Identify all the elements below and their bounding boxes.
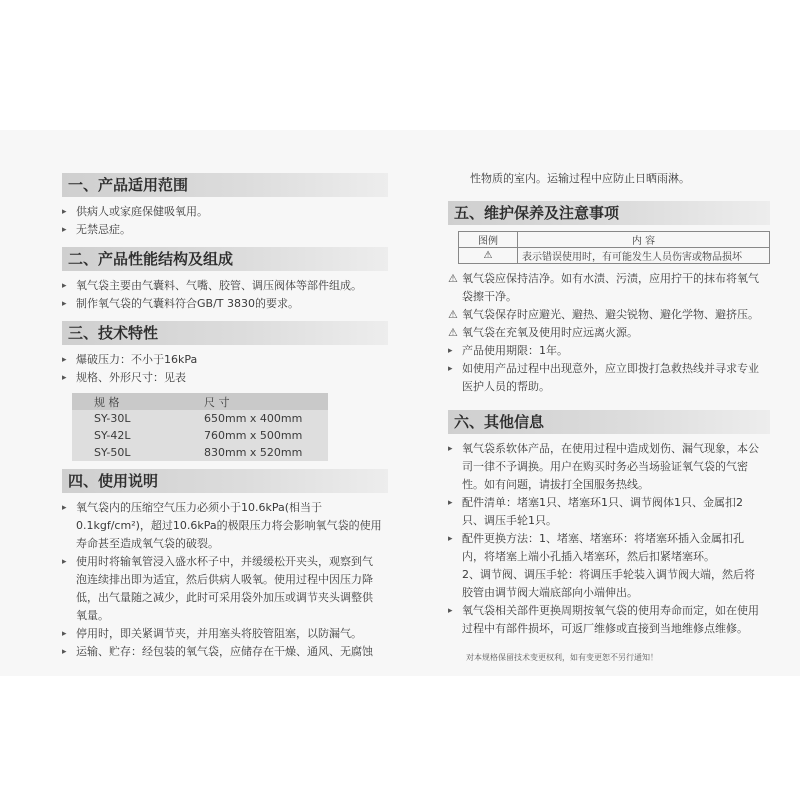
list-item: ▸ 爆破压力：不小于16kPa xyxy=(62,351,388,369)
section-title: 五、维护保养及注意事项 xyxy=(448,201,770,225)
left-column xyxy=(62,165,388,661)
bullet-icon: ▸ xyxy=(62,299,67,309)
table-header: 尺 寸 xyxy=(204,395,230,409)
table-header: 图例 xyxy=(459,232,518,248)
continued-text: 性物质的室内。运输过程中应防止日晒雨淋。 xyxy=(470,172,690,185)
table-header: 规 格 xyxy=(94,395,120,409)
section-title: 四、使用说明 xyxy=(62,469,388,493)
section-title: 一、产品适用范围 xyxy=(62,173,388,197)
list-item: ▸ 无禁忌症。 xyxy=(62,221,388,239)
spec-table xyxy=(72,393,328,461)
list-item: ▸ 配件更换方法：1、堵塞、堵塞环：将堵塞环插入金属扣孔 内，将堵塞上端小孔插入堵塞环，然后扣紧堵塞环。 2、调节阀、调压手轮：将调压手轮装入调节阀大端，然后将 胶管由调节阀大端底部向小端伸出。 xyxy=(448,532,755,599)
bullet-icon: ▸ xyxy=(448,534,453,544)
bullet-icon: ▸ xyxy=(448,364,453,374)
list-item: ▸ 氧气袋内的压缩空气压力必须小于10.6kPa(相当于 0.1kgf/cm²)，超过10.6kPa的极限压力将会影响氧气袋的使用 寿命甚至造成氧气袋的破裂。 xyxy=(62,501,382,550)
bullet-icon: ▸ xyxy=(448,444,453,454)
bullet-icon: ▸ xyxy=(62,503,67,513)
list-item: ⚠ 氧气袋在充氧及使用时应远离火源。 xyxy=(448,324,770,342)
list-item: ▸ 使用时将输氧管浸入盛水杯子中，并缓缓松开夹头，观察到气 泡连续排出即为适宜，然后供病人吸氧。使用过程中因压力降 低，出气量随之减少，此时可采用袋外加压或调节夹头调整供 氧量。 xyxy=(62,555,373,622)
bullet-icon: ▸ xyxy=(62,373,67,383)
list-item: ▸ 产品使用期限：1年。 xyxy=(448,342,770,360)
legend-table: 图例 内 容 ⚠ 表示错误使用时，有可能发生人员伤害或物品损坏 xyxy=(458,231,770,264)
bullet-icon: ▸ xyxy=(62,355,67,365)
list-item: ▸ 氧气袋系软体产品，在使用过程中造成划伤、漏气现象，本公 司一律不予调换。用户在购买时务必当场验证氧气袋的气密 性。如有问题，请拔打全国服务热线。 xyxy=(448,442,759,491)
table-row: SY-30L 650mm x 400mm xyxy=(72,410,328,427)
table-row: SY-42L 760mm x 500mm xyxy=(72,427,328,444)
table-header: 内 容 xyxy=(518,232,770,248)
list-item: ▸ 规格、外形尺寸：见表 xyxy=(62,369,388,387)
footnote: 对本规格保留技术变更权利，如有变更恕不另行通知！ xyxy=(466,653,658,662)
list-item: ▸ 制作氧气袋的气囊料符合GB/T 3830的要求。 xyxy=(62,295,388,313)
section-title: 三、技术特性 xyxy=(62,321,388,345)
list-item: ▸ 运输、贮存：经包装的氧气袋，应储存在干燥、通风、无腐蚀 xyxy=(62,643,388,661)
bullet-icon: ▸ xyxy=(62,207,67,217)
list-item: ▸ 氧气袋主要由气囊料、气嘴、胶管、调压阀体等部件组成。 xyxy=(62,277,388,295)
bullet-icon: ▸ xyxy=(62,647,67,657)
warning-icon: ⚠ xyxy=(448,326,458,339)
section-title: 二、产品性能结构及组成 xyxy=(62,247,388,271)
bullet-icon: ▸ xyxy=(62,629,67,639)
list-item: ⚠ 氧气袋应保持洁净。如有水渍、污渍，应用拧干的抹布将氧气 袋擦干净。 xyxy=(448,272,759,303)
warning-icon: ⚠ xyxy=(448,272,458,285)
bullet-icon: ▸ xyxy=(448,498,453,508)
bullet-icon: ▸ xyxy=(62,281,67,291)
list-item: ▸ 如使用产品过程中出现意外，应立即拨打急救热线并寻求专业 医护人员的帮助。 xyxy=(448,362,759,393)
table-row: SY-50L 830mm x 520mm xyxy=(72,444,328,461)
warning-icon: ⚠ xyxy=(448,308,458,321)
list-item: ▸ 配件清单：堵塞1只、堵塞环1只、调节阀体1只、金属扣2 只、调压手轮1只。 xyxy=(448,496,743,527)
list-item: ▸ 氧气袋相关部件更换周期按氧气袋的使用寿命而定，如在使用 过程中有部件损坏，可返厂维修或直接到当地维修点维修。 xyxy=(448,604,759,635)
warning-icon: ⚠ xyxy=(459,248,518,264)
bullet-icon: ▸ xyxy=(62,557,67,567)
bullet-icon: ▸ xyxy=(448,346,453,356)
list-item: ▸ 供病人或家庭保健吸氧用。 xyxy=(62,203,388,221)
bullet-icon: ▸ xyxy=(62,225,67,235)
section-title: 六、其他信息 xyxy=(448,410,770,434)
bullet-icon: ▸ xyxy=(448,606,453,616)
list-item: ⚠ 氧气袋保存时应避光、避热、避尖锐物、避化学物、避挤压。 xyxy=(448,306,770,324)
right-column xyxy=(448,193,770,663)
list-item: ▸ 停用时，即关紧调节夹，并用塞头将胶管阻塞，以防漏气。 xyxy=(62,625,388,643)
